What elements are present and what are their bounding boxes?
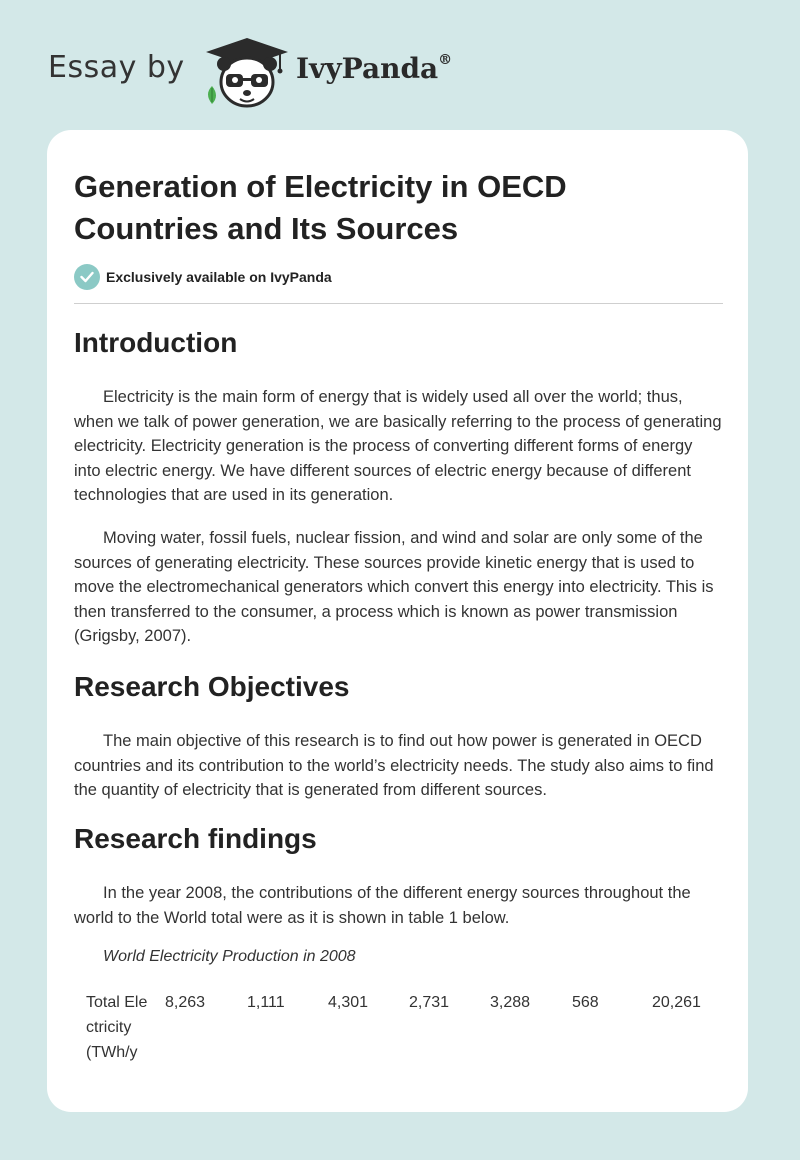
table-cell: 4,301: [328, 994, 369, 1011]
checkmark-icon: [74, 264, 100, 290]
exclusive-label: Exclusively available on IvyPanda: [106, 269, 332, 285]
table-cell: 8,263: [165, 994, 206, 1011]
divider: [74, 303, 723, 304]
paragraph: In the year 2008, the contributions of the different energy sources throughout the world to the World total were as it is shown in table 1 below.: [74, 884, 691, 927]
exclusive-badge: [74, 264, 332, 290]
table-caption: World Electricity Production in 2008: [103, 948, 356, 965]
section-heading-research-objectives: Research Objectives: [74, 671, 350, 702]
registered-mark: ®: [438, 51, 453, 68]
table-cell: 20,261: [652, 994, 701, 1011]
site-header: [0, 0, 800, 130]
table-cell: 2,731: [409, 994, 450, 1011]
section-heading-research-findings: Research findings: [74, 823, 317, 854]
page-title: Generation of Electricity in OECD Countries and Its Sources: [74, 169, 567, 246]
brand-name[interactable]: [296, 52, 452, 85]
essay-card: [47, 130, 748, 1112]
table-row-label: Total Electricity (TWh/y: [86, 994, 148, 1061]
table-cell: 3,288: [490, 994, 531, 1011]
paragraph: Moving water, fossil fuels, nuclear fission, and wind and solar are only some of the sources of generating electricity. These sources provide kinetic energy that is used to move the electromechanical generators which convert this energy into electricity. This is then transferred to the consumer, a process which is known as power transmission (Grigsby, 2007).: [74, 529, 714, 646]
paragraph: The main objective of this research is to find out how power is generated in OECD countries and its contribution to the world’s electricity needs. The study also aims to find the quantity of electricity that is generated from different sources.: [74, 732, 714, 800]
paragraph: Electricity is the main form of energy that is widely used all over the world; thus, when we talk of power generation, we are basically referring to the process of generating electricity. Electricity generation is the process of converting different forms of energy into electric energy. We have different sources of electric energy because of different technologies that are used in its generation.: [74, 388, 722, 505]
section-heading-introduction: Introduction: [74, 327, 238, 358]
ivypanda-logo-icon[interactable]: [200, 36, 294, 110]
table-cell: 1,111: [247, 994, 285, 1011]
table-cell: 568: [572, 994, 599, 1011]
brand-label: IvyPanda: [296, 52, 439, 85]
essay-by-label: Essay by: [48, 50, 185, 85]
